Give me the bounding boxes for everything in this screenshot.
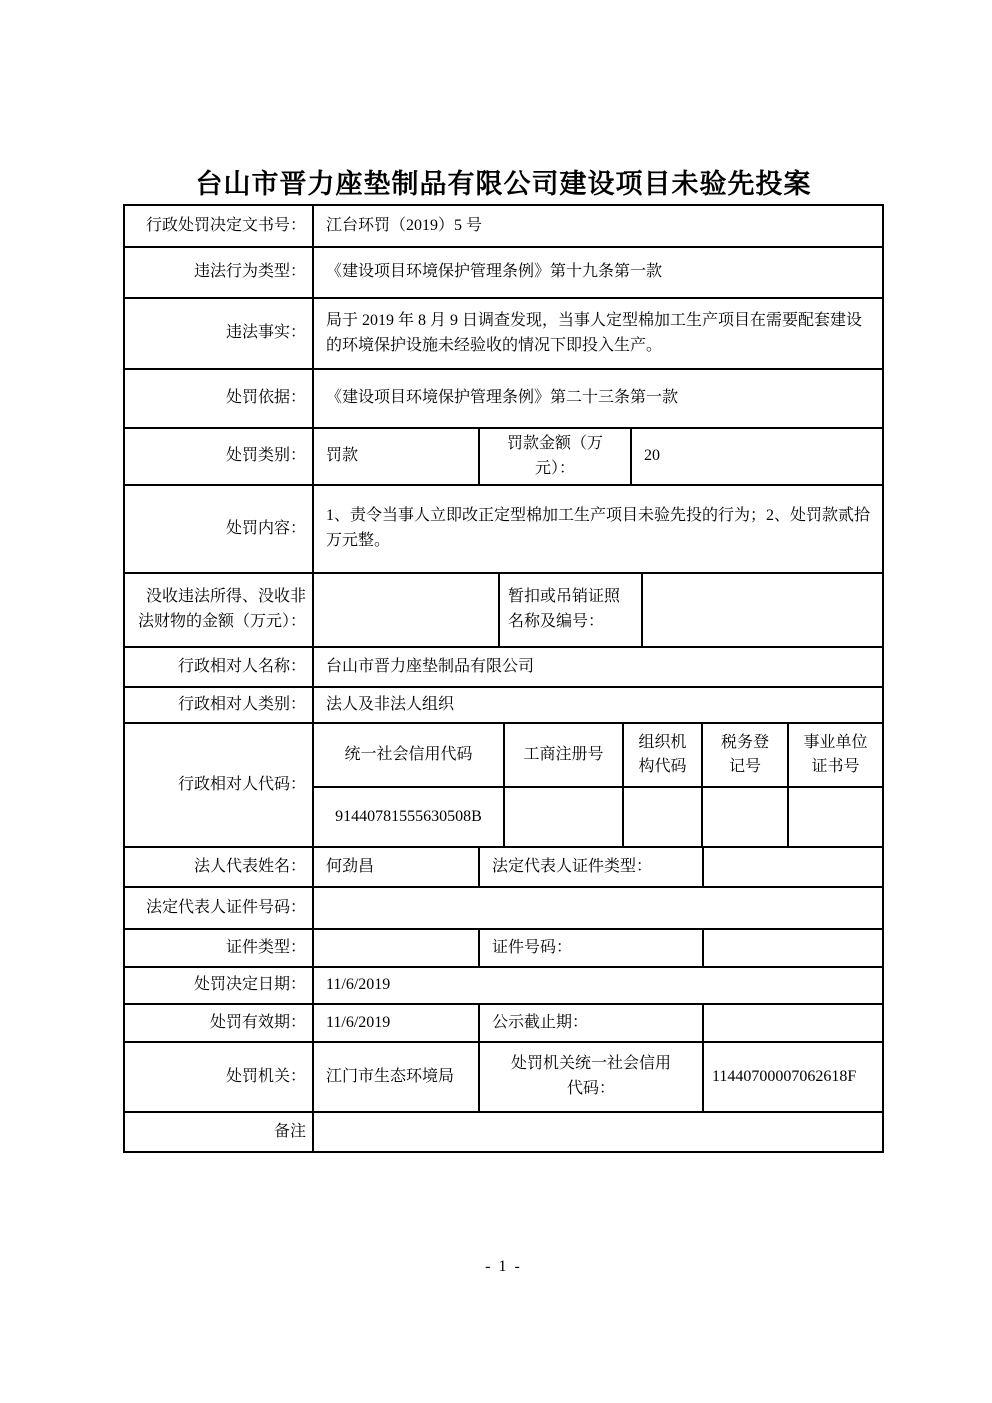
authority-credit-code-label: 处罚机关统一社会信用代码： <box>478 1043 702 1111</box>
legal-rep-cert-no-value <box>312 888 882 928</box>
penalty-category-value: 罚款 <box>312 429 478 484</box>
violation-type-label: 违法行为类型： <box>193 263 306 281</box>
party-codes-label: 行政相对人代码： <box>177 775 306 793</box>
party-codes-value-row <box>314 786 882 846</box>
party-name-value: 台山市晋力座垫制品有限公司 <box>312 648 882 686</box>
remarks-value <box>312 1113 882 1151</box>
penalty-basis-label: 处罚依据： <box>225 389 306 407</box>
business-reg-no-value <box>503 788 622 846</box>
penalty-content-value: 1、责令当事人立即改正定型棉加工生产项目未验先投的行为；2、处罚款贰拾万元整。 <box>312 486 882 572</box>
row-violation-fact <box>125 297 882 368</box>
confiscation-value <box>312 574 498 646</box>
document-title: 台山市晋力座垫制品有限公司建设项目未验先投案 <box>195 169 812 199</box>
party-name-label: 行政相对人名称： <box>177 657 306 675</box>
party-type-value: 法人及非法人组织 <box>312 688 882 722</box>
cert-no-label: 证件号码： <box>478 930 702 966</box>
credit-code-header: 统一社会信用代码 <box>344 746 473 763</box>
doc-no-value: 江台环罚（2019）5 号 <box>312 206 882 246</box>
publicity-deadline-value <box>702 1005 882 1041</box>
row-remarks <box>125 1111 882 1151</box>
fine-amount-value: 20 <box>630 429 882 484</box>
row-cert-type <box>125 928 882 966</box>
row-penalty-basis <box>125 368 882 427</box>
cert-no-value <box>702 930 882 966</box>
row-penalty-category <box>125 427 882 484</box>
row-violation-type <box>125 246 882 297</box>
tax-reg-no-value <box>701 788 787 846</box>
violation-type-value: 《建设项目环境保护管理条例》第十九条第一款 <box>312 248 882 297</box>
row-legal-rep-cert-no <box>125 886 882 928</box>
row-party-codes <box>125 722 882 846</box>
business-reg-no-header: 工商注册号 <box>503 724 622 786</box>
row-confiscation <box>125 572 882 646</box>
authority-credit-code-value: 11440700007062618F <box>702 1043 882 1111</box>
legal-rep-cert-type-value <box>702 848 882 886</box>
institution-cert-no-header: 事业单位证书号 <box>787 724 882 786</box>
cert-type-label: 证件类型： <box>225 938 306 956</box>
penalty-basis-value: 《建设项目环境保护管理条例》第二十三条第一款 <box>312 370 882 427</box>
legal-rep-name-label: 法人代表姓名： <box>193 857 306 875</box>
license-revocation-value <box>641 574 882 646</box>
legal-rep-cert-no-label: 法定代表人证件号码： <box>145 898 306 916</box>
cert-type-value <box>312 930 478 966</box>
confiscation-label: 没收违法所得、没收非法财物的金额（万元）： <box>137 588 306 630</box>
row-validity <box>125 1003 882 1041</box>
party-codes-subtable <box>312 724 882 846</box>
penalty-category-label: 处罚类别： <box>225 447 306 465</box>
validity-label: 处罚有效期： <box>209 1013 306 1031</box>
penalty-content-label: 处罚内容： <box>225 519 306 537</box>
remarks-label: 备注 <box>273 1122 306 1140</box>
tax-reg-no-header: 税务登记号 <box>701 724 787 786</box>
decision-date-value: 11/6/2019 <box>312 968 882 1003</box>
row-legal-rep <box>125 846 882 886</box>
violation-fact-value: 局于 2019 年 8 月 9 日调查发现，当事人定型棉加工生产项目在需要配套建设的环境保护设施未经验收的情况下即投入生产。 <box>312 299 882 368</box>
institution-cert-no-value <box>787 788 882 846</box>
fine-amount-label: 罚款金额（万元）： <box>478 429 630 484</box>
decision-date-label: 处罚决定日期： <box>193 976 306 994</box>
row-party-name <box>125 646 882 686</box>
authority-value: 江门市生态环境局 <box>312 1043 478 1111</box>
row-penalty-content <box>125 484 882 572</box>
row-doc-no <box>125 206 882 246</box>
violation-fact-label: 违法事实： <box>225 324 306 342</box>
org-code-header: 组织机构代码 <box>622 724 701 786</box>
row-decision-date <box>125 966 882 1003</box>
doc-no-label: 行政处罚决定文书号： <box>145 216 306 234</box>
party-codes-header-row <box>314 724 882 786</box>
row-party-type <box>125 686 882 722</box>
row-authority <box>125 1041 882 1111</box>
credit-code-value: 91440781555630508B <box>335 808 482 825</box>
validity-value: 11/6/2019 <box>312 1005 478 1041</box>
org-code-value <box>622 788 701 846</box>
legal-rep-name-value: 何劲昌 <box>312 848 478 886</box>
license-revocation-label: 暂扣或吊销证照名称及编号： <box>498 574 641 646</box>
publicity-deadline-label: 公示截止期： <box>478 1005 702 1041</box>
authority-label: 处罚机关： <box>225 1067 306 1085</box>
page-number: - 1 - <box>485 1258 522 1275</box>
penalty-decision-table <box>123 204 884 1153</box>
legal-rep-cert-type-label: 法定代表人证件类型： <box>478 848 702 886</box>
party-type-label: 行政相对人类别： <box>177 695 306 713</box>
